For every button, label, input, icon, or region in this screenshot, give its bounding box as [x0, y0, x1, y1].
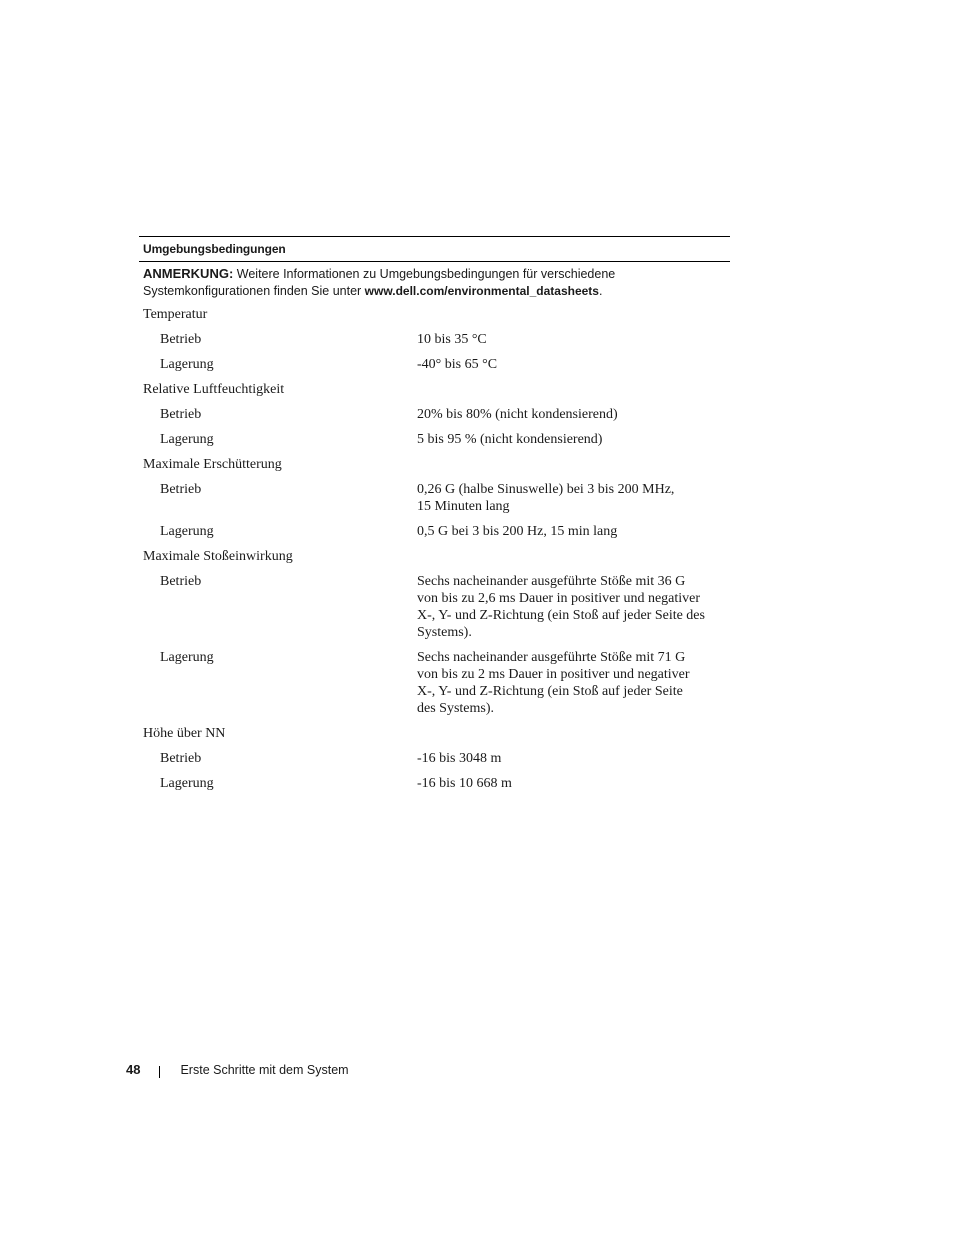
row-label: Lagerung: [160, 432, 214, 447]
row-value: 5 bis 95 % (nicht kondensierend): [417, 432, 603, 447]
row-label: Betrieb: [160, 574, 202, 589]
spec-row: [139, 481, 730, 515]
table-header: Umgebungsbedingungen: [139, 236, 730, 262]
environment-spec-table: [139, 236, 730, 800]
spec-row: [139, 356, 730, 373]
row-value: -40° bis 65 °C: [417, 357, 498, 372]
spec-row: [139, 649, 730, 717]
spec-row: [139, 331, 730, 348]
group-title-hoehe: Höhe über NN: [143, 726, 226, 741]
row-label: Betrieb: [160, 332, 202, 347]
row-label: Lagerung: [160, 357, 214, 372]
row-value: -16 bis 3048 m: [417, 751, 502, 766]
page-footer: [126, 1061, 349, 1079]
spec-row: [139, 406, 730, 423]
row-label: Lagerung: [160, 650, 214, 665]
row-value: -16 bis 10 668 m: [417, 776, 512, 791]
row-label: Lagerung: [160, 776, 214, 791]
spec-row: [139, 573, 730, 641]
note-text: Weitere Informationen zu Umgebungsbedingungen für verschiedene Systemkonfigurationen finden Sie unter: [143, 267, 616, 298]
note-label: ANMERKUNG:: [143, 266, 234, 281]
row-value: 10 bis 35 °C: [417, 332, 487, 347]
row-value: 20% bis 80% (nicht kondensierend): [417, 407, 618, 422]
group-title-temperatur: Temperatur: [143, 307, 208, 322]
group-title-luftfeuchtigkeit: Relative Luftfeuchtigkeit: [143, 382, 285, 397]
row-value: 0,26 G (halbe Sinuswelle) bei 3 bis 200 MHz, 15 Minuten lang: [417, 482, 675, 514]
row-value: 0,5 G bei 3 bis 200 Hz, 15 min lang: [417, 524, 618, 539]
note: [139, 265, 730, 300]
spec-row: [139, 431, 730, 448]
spec-row: [139, 775, 730, 792]
row-value: Sechs nacheinander ausgeführte Stöße mit 36 G von bis zu 2,6 ms Dauer in positiver und negativer X-, Y- und Z-Richtung (ein Stoß auf jeder Seite des Systems).: [417, 574, 705, 640]
group-title-erschuetterung: Maximale Erschütterung: [143, 457, 282, 472]
group-title-stosseinwirkung: Maximale Stoßeinwirkung: [143, 549, 293, 564]
page-number: 48: [126, 1062, 141, 1077]
note-text-end: .: [598, 284, 603, 298]
note-url-link[interactable]: www.dell.com/environmental_datasheets: [364, 284, 599, 298]
row-value: Sechs nacheinander ausgeführte Stöße mit 71 G von bis zu 2 ms Dauer in positiver und negativer X-, Y- und Z-Richtung (ein Stoß auf jeder Seite des Systems).: [417, 650, 690, 716]
row-label: Betrieb: [160, 482, 202, 497]
footer-section-title: Erste Schritte mit dem System: [180, 1063, 349, 1077]
row-label: Betrieb: [160, 751, 202, 766]
row-label: Betrieb: [160, 407, 202, 422]
spec-list: [139, 306, 730, 792]
footer-divider: [159, 1066, 160, 1078]
spec-row: [139, 523, 730, 540]
row-label: Lagerung: [160, 524, 214, 539]
spec-row: [139, 750, 730, 767]
